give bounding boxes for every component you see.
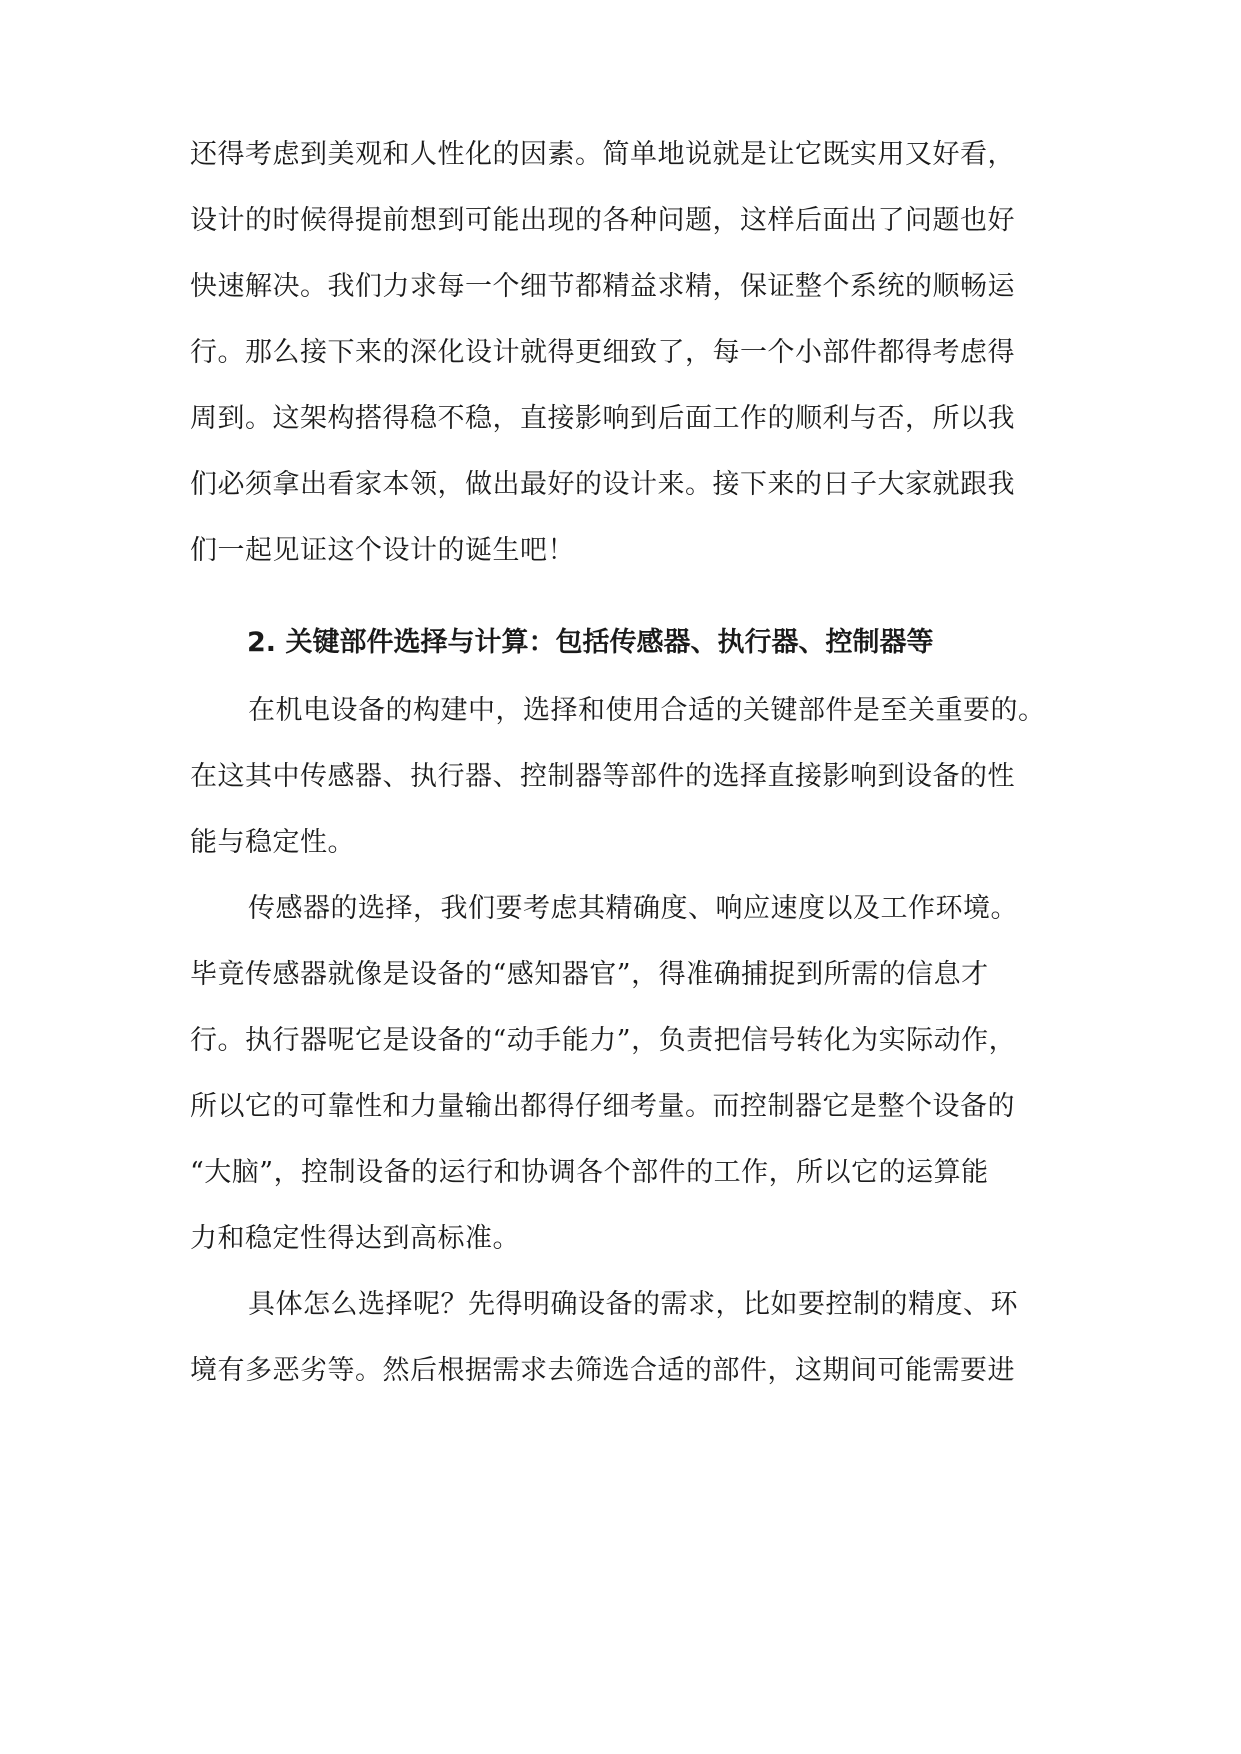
text-line: 行。执行器呢它是设备的“动手能力”，负责把信号转化为实际动作， (190, 1025, 1017, 1056)
section-heading: 2. 关键部件选择与计算：包括传感器、执行器、控制器等 (247, 627, 934, 658)
text-line: 在这其中传感器、执行器、控制器等部件的选择直接影响到设备的性 (190, 761, 1015, 792)
text-line: 周到。这架构搭得稳不稳，直接影响到后面工作的顺利与否，所以我 (190, 403, 1015, 434)
text-line: “大脑”，控制设备的运行和协调各个部件的工作，所以它的运算能 (190, 1157, 989, 1188)
text-line: 们必须拿出看家本领，做出最好的设计来。接下来的日子大家就跟我 (190, 469, 1015, 500)
text-line: 能与稳定性。 (190, 827, 355, 858)
text-line: 具体怎么选择呢？先得明确设备的需求，比如要控制的精度、环 (248, 1289, 1018, 1320)
text-line: 行。那么接下来的深化设计就得更细致了，每一个小部件都得考虑得 (190, 337, 1015, 368)
text-line: 们一起见证这个设计的诞生吧！ (190, 535, 575, 566)
text-line: 所以它的可靠性和力量输出都得仔细考量。而控制器它是整个设备的 (190, 1091, 1015, 1122)
text-line: 还得考虑到美观和人性化的因素。简单地说就是让它既实用又好看， (190, 139, 1015, 170)
text-line: 传感器的选择，我们要考虑其精确度、响应速度以及工作环境。 (248, 893, 1018, 924)
text-line: 设计的时候得提前想到可能出现的各种问题，这样后面出了问题也好 (190, 205, 1015, 236)
text-line: 力和稳定性得达到高标准。 (190, 1223, 520, 1254)
text-line: 在机电设备的构建中，选择和使用合适的关键部件是至关重要的。 (248, 695, 1046, 726)
text-line: 快速解决。我们力求每一个细节都精益求精，保证整个系统的顺畅运 (190, 271, 1015, 302)
text-line: 毕竟传感器就像是设备的“感知器官”，得准确捕捉到所需的信息才 (190, 959, 989, 990)
text-line: 境有多恶劣等。然后根据需求去筛选合适的部件，这期间可能需要进 (190, 1355, 1015, 1386)
